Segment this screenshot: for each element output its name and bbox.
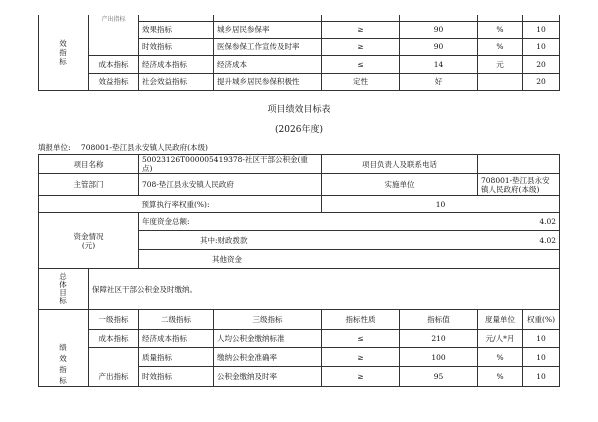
funds-fiscal-value: 4.02 (539, 235, 557, 245)
funds-total-label: 年度资金总额: (142, 217, 190, 226)
dept-label: 主管部门 (39, 174, 139, 196)
weight-cell: 10 (523, 21, 560, 38)
l2-cell: 经济成本指标 (139, 55, 214, 73)
nature-cell: ≥ (322, 367, 400, 387)
table-row (39, 330, 560, 348)
perf-side-label: 绩 效 指 标 (39, 310, 89, 387)
weight-cell: 10 (523, 367, 560, 387)
l2-cell: 质量指标 (139, 348, 214, 367)
prev-cut-label: 产出指标 (89, 15, 139, 55)
contact-value (478, 155, 560, 174)
reporting-unit-value: 708001-垫江县永安镇人民政府(本级) (80, 143, 208, 152)
header-value: 指标值 (400, 310, 478, 330)
goal-value: 保障社区干部公积金及时缴纳。 (89, 269, 560, 310)
funds-fiscal-label: 其中:财政拨款 (200, 235, 248, 245)
project-name-value: 50023126T000005419378-社区干部公积金(重点) (139, 155, 322, 174)
perf-header-row (39, 310, 560, 330)
prev-side-label: 效 指 标 (39, 15, 89, 90)
goal-row (39, 269, 560, 310)
funds-other-label: 其他资金 (212, 254, 242, 264)
l1-cell (89, 348, 139, 367)
value-cell: 95 (400, 367, 478, 387)
l3-cell: 医保参保工作宣传及时率 (214, 38, 322, 55)
nature-cell: ≥ (322, 21, 400, 38)
l3-cell: 经济成本 (214, 55, 322, 73)
table-row (39, 73, 560, 90)
unit-cell: % (478, 21, 523, 38)
reporting-unit (38, 142, 208, 153)
l3-cell: 公积金缴纳及时率 (214, 367, 322, 387)
doc-title: 项目绩效目标表 (267, 105, 331, 115)
funds-total-cell (139, 213, 560, 231)
l1-cell: 成本指标 (89, 55, 139, 73)
value-cell: 100 (400, 348, 478, 367)
funds-total-value: 4.02 (539, 217, 557, 226)
project-name-row (39, 155, 560, 174)
doc-year: (2026年度) (275, 125, 323, 135)
l3-cell: 提升城乡居民参保积极性 (214, 73, 322, 90)
nature-cell: ≥ (322, 38, 400, 55)
unit-cell: 元/人*月 (478, 330, 523, 348)
weight-cell: 10 (523, 330, 560, 348)
reporting-unit-label: 填报单位: (38, 143, 71, 152)
header-nature: 指标性质 (322, 310, 400, 330)
l2-cell: 时效指标 (139, 38, 214, 55)
dept-value: 708-垫江县永安镇人民政府 (139, 174, 322, 196)
budget-rate-row (39, 196, 560, 213)
value-cell: 14 (400, 55, 478, 73)
prev-indicator-table (38, 15, 560, 91)
project-name-label: 项目名称 (39, 155, 139, 174)
l1-cell: 成本指标 (89, 330, 139, 348)
nature-cell: ≤ (322, 55, 400, 73)
project-info-table (38, 154, 560, 387)
unit-cell: % (478, 38, 523, 55)
table-row (39, 55, 560, 73)
table-row (39, 348, 560, 367)
unit-cell (478, 73, 523, 90)
value-cell: 90 (400, 21, 478, 38)
unit-cell: % (478, 348, 523, 367)
l3-cell: 城乡居民参保率 (214, 21, 322, 38)
l2-cell: 经济成本指标 (139, 330, 214, 348)
value-cell: 好 (400, 73, 478, 90)
contact-label: 项目负责人及联系电话 (322, 155, 478, 174)
header-unit: 度量单位 (478, 310, 523, 330)
funds-fiscal-cell (139, 231, 560, 250)
impl-value: 708001-垫江县永安镇人民政府(本级) (478, 174, 560, 196)
funds-label: 资金情况 (元) (39, 213, 139, 269)
weight-cell: 20 (523, 55, 560, 73)
table-row (39, 367, 560, 387)
weight-cell: 10 (523, 38, 560, 55)
unit-cell: % (478, 367, 523, 387)
impl-label: 实施单位 (322, 174, 478, 196)
l3-cell: 缴纳公积金准确率 (214, 348, 322, 367)
header-weight: 权重(%) (523, 310, 560, 330)
weight-cell: 10 (523, 348, 560, 367)
l2-cell: 效果指标 (139, 21, 214, 38)
header-l2: 二级指标 (139, 310, 214, 330)
l2-cell: 社会效益指标 (139, 73, 214, 90)
l2-cell: 时效指标 (139, 367, 214, 387)
header-l1: 一级指标 (89, 310, 139, 330)
value-cell: 90 (400, 38, 478, 55)
dept-row (39, 174, 560, 196)
budget-rate-value: 10 (322, 196, 560, 213)
funds-total-row (39, 213, 560, 231)
value-cell: 210 (400, 330, 478, 348)
l3-cell: 人均公积金缴纳标准 (214, 330, 322, 348)
nature-cell: 定性 (322, 73, 400, 90)
unit-cell: 元 (478, 55, 523, 73)
header-l3: 三级指标 (214, 310, 322, 330)
l1-cell: 产出指标 (89, 367, 139, 387)
weight-cell: 20 (523, 73, 560, 90)
nature-cell: ≥ (322, 348, 400, 367)
goal-label: 总 体 目 标 (39, 269, 89, 310)
budget-rate-label: 预算执行率权重(%): (139, 196, 322, 213)
nature-cell: ≤ (322, 330, 400, 348)
l1-cell: 效益指标 (89, 73, 139, 90)
funds-other-cell (139, 250, 560, 269)
